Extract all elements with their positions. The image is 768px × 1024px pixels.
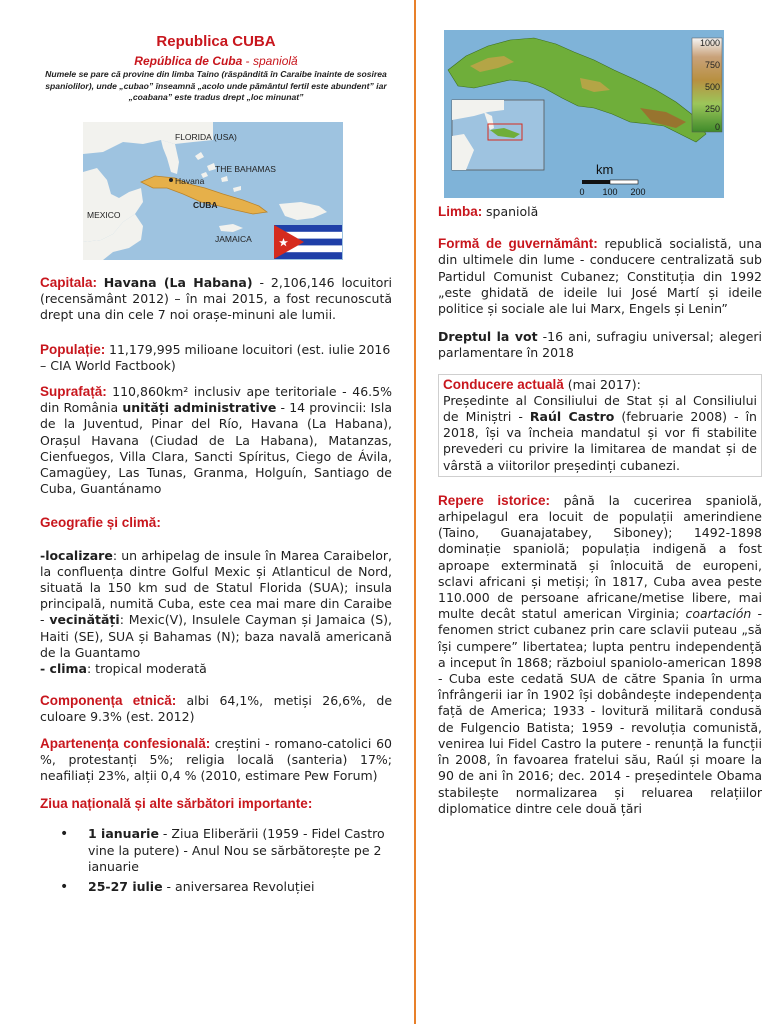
leadership-section: Conducere actuală (mai 2017): Președinte al Consiliului de Stat și al Consiliului de Miniștri - Raúl Castro (februarie 2008) - în 2018, își va încheia mandatul și vor fi stabilite prevederi cu privire la limitarea de mandat și de vârstă a viitorilor președinți cubanezi.	[438, 374, 762, 477]
language-section: Limba: spaniolă	[438, 204, 539, 219]
scale-tick: 200	[630, 187, 646, 197]
voting-section: Dreptul la vot -16 ani, sufragiu universal; alegeri parlamentare în 2018	[438, 329, 762, 361]
scale-tick: 100	[602, 187, 618, 197]
label-havana: Havana	[175, 176, 205, 186]
legend-tick: 0	[714, 122, 720, 132]
cuba-flag	[274, 225, 342, 259]
page-title: Republica CUBA	[156, 33, 276, 50]
cuba-relief-map	[444, 30, 724, 198]
label-jamaica: JAMAICA	[215, 234, 252, 244]
government-section: Formă de guvernământ: republică socialistă, una din ultimele din lume - conducere centralizată sub Partidul Comunist Cubanez; Constituția din 1992 „este ghidată de ideile lui José Martí și ideile politice și sociale ale lui Marx, Engels și Lenin”	[438, 236, 762, 317]
capital-section: Capitala: Havana (La Habana) - 2,106,146 locuitori (recensământ 2012) – în mai 2015, a fost recunoscută drept una din cele 7 noi orașe-minuni ale lumii.	[40, 275, 392, 323]
holidays-list	[40, 826, 392, 895]
legend-tick: 750	[704, 60, 720, 70]
left-column	[40, 0, 392, 1024]
right-column	[438, 0, 762, 1024]
scale-unit: km	[596, 162, 614, 177]
population-section: Populație: 11,179,995 milioane locuitori (est. iulie 2016 – CIA World Factbook)	[40, 341, 391, 373]
area-section: Suprafață: 110,860km² inclusiv ape teritoriale - 46.5% din România unități administrative - 14 provincii: Isla de la Juventud, Pinar del Río, Havana (La Habana), Orașul Havana (Ciudad de La Habana), Matanzas, Cienfuegos, Villa Clara, Sancti Spíritus, Ciego de Ávila, Camagüey, Las Tunas, Granma, Holguín, Santiago de Cuba, Guantánamo	[40, 384, 392, 497]
legend-tick: 250	[704, 104, 720, 114]
capital-city: Havana (La Habana)	[103, 275, 253, 290]
label-cuba: CUBA	[193, 200, 218, 210]
label-florida: FLORIDA (USA)	[175, 132, 237, 142]
etymology-note: Numele se pare că provine din limba Taino (răspândită în Caraibe înainte de sosirea spaniolilor), unde „cubao” înseamnă „acolo unde pământul fertil este abundent” iar „coabana” este tradus drept „loc minunat”	[45, 69, 387, 102]
list-item: • 1 ianuarie - Ziua Eliberării (1959 - Fidel Castro vine la putere) - Anul Nou se sărbătorește pe 2 ianuarie	[40, 826, 392, 875]
ethnic-section: Componența etnică: albi 64,1%, metiși 26,6%, de culoare 9.3% (est. 2012)	[40, 693, 393, 725]
label-bahamas: THE BAHAMAS	[215, 164, 276, 174]
page-subtitle: República de Cuba - spaniolă	[134, 54, 298, 68]
list-item: • 25-27 iulie - aniversarea Revoluției	[40, 879, 392, 895]
legend-tick: 1000	[699, 38, 720, 48]
history-section: Repere istorice: până la cucerirea spaniolă, arhipelagul era locuit de populații amerindiene (Taino, Guanajatabey, Siboney); 1492-1898 dominație spaniolă; populația indigenă a fost aproape exterminată și înlocuită de europeni, sclavi africani și metiși; în 1817, Cuba avea peste 110.000 de persoane africane/metise libere, mai multe decât statul american Virginia; coartación - fenomen strict cubanez prin care sclavii puteau „să își cumpere” libertatea; lupta pentru independență a inceput în 1868; războiul spaniolo-american 1898 - Cuba este cedată SUA de către Spania în urma înfrângerii iar în 1902 își dobândește independența față de America; 1933 - lovitură militară condusă de Fulgencio Batista; 1959 - revoluția comunistă, venirea lui Fidel Castro la putere - renunță la funcții în 2008, în favoarea fratelui său, Raúl și moare la 90 de ani în 2016; dec. 2014 - președintele Obama stabilește normalizarea și reluarea relațiilor diplomatice dintre cele două țări	[438, 492, 763, 816]
scale-tick: 0	[579, 187, 585, 197]
holidays-heading: Ziua națională și alte sărbători importante:	[40, 796, 313, 812]
legend-tick: 500	[704, 82, 720, 92]
religion-section: Apartenența confesională: creștini - romano-catolici 60 %, protestanți 5%; religia locală (santeria) 17%; neafiliați 23%, alții 0,4 % (2010, estimare Pew Forum)	[40, 735, 392, 784]
label-mexico: MEXICO	[87, 210, 121, 220]
geography-heading: Geografie și climă:	[40, 515, 161, 531]
official-name: República de Cuba	[134, 54, 243, 68]
column-divider	[414, 0, 416, 1024]
geography-section: -localizare: un arhipelag de insule în Marea Caraibelor, la confluența dintre Golful Mexic și Atlanticul de Nord, situată la 150 km sud de Statul Florida (SUA); insula principală, numită Cuba, este cea mai mare din Caraibe - vecinătăți: Mexic(V), Insulele Cayman și Jamaica (S), Haiti (SE), SUA și Bahamas (N); baza navală americană de la Guantamo - clima: tropical moderată	[40, 547, 392, 677]
subtitle-language: spaniolă	[253, 54, 298, 68]
